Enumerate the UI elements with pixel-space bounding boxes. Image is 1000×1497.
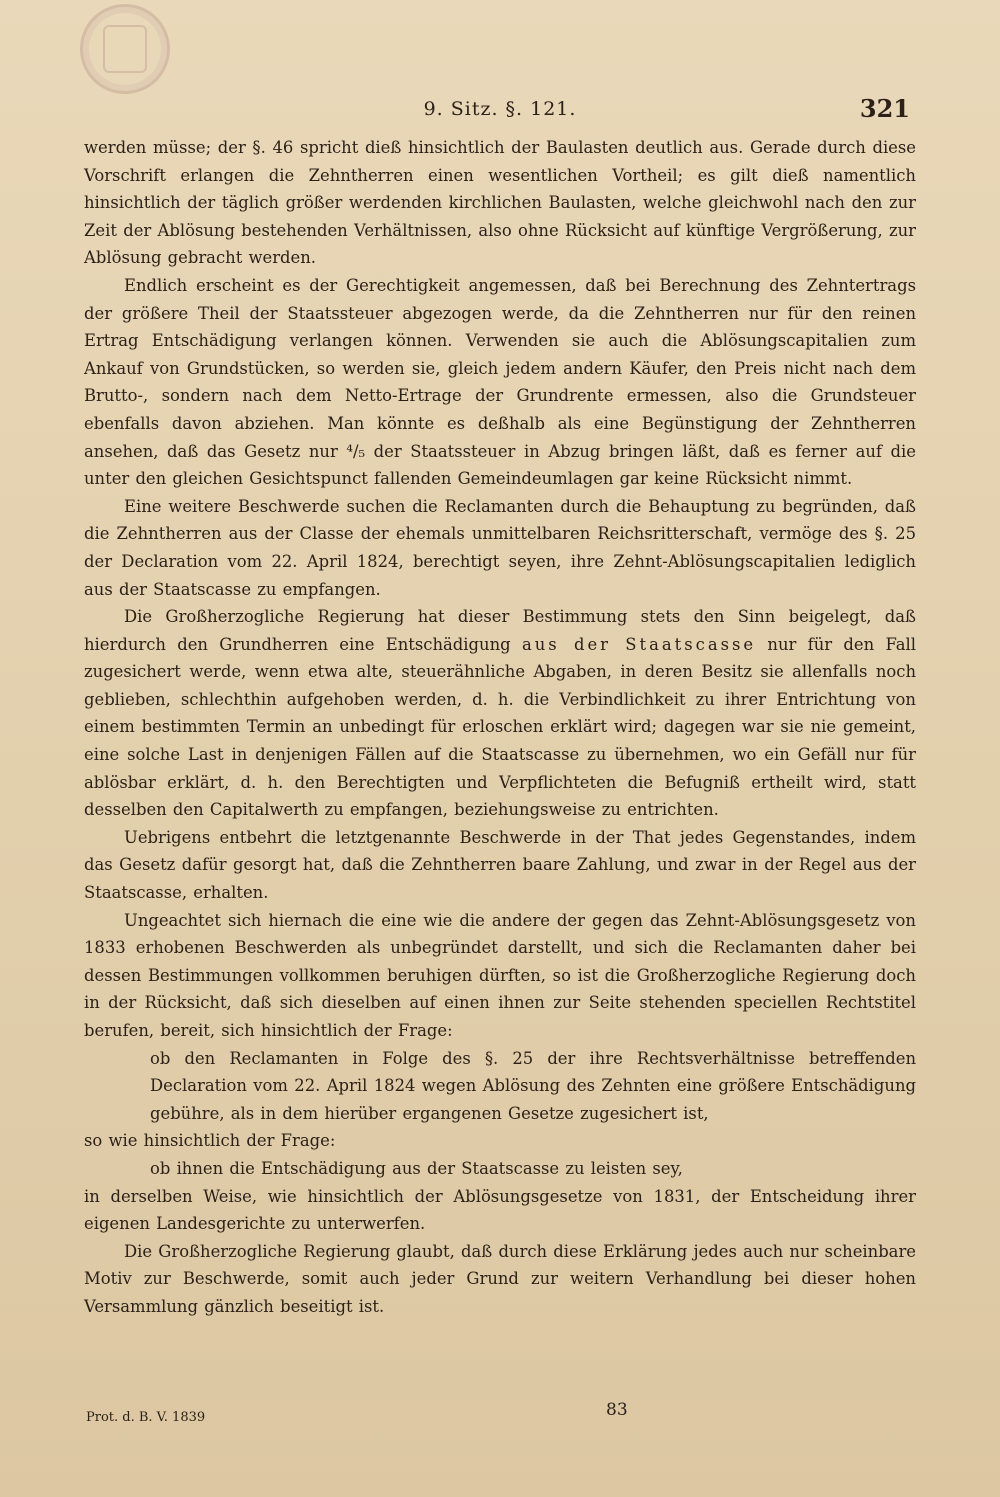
paragraph bbox=[84, 603, 916, 824]
paragraph: Ungeachtet sich hiernach die eine wie die andere der gegen das Zehnt-Ablösungsgesetz von 1833 erhobenen Beschwerden als unbegründet darstellt, und sich die Reclamanten daher bei dessen Bestimmungen vollkommen beruhigen dürften, so ist die Großherzogliche Regierung doch in der Rücksicht, daß sich dieselben auf einen ihnen zur Seite stehenden speciellen Rechtstitel berufen, bereit, sich hinsichtlich der Frage: bbox=[84, 910, 916, 1040]
paragraph: so wie hinsichtlich der Frage: bbox=[84, 1131, 336, 1151]
paragraph: Endlich erscheint es der Gerechtigkeit angemessen, daß bei Berechnung des Zehntertrags der größere Theil der Staatssteuer abgezogen werde, da die Zehntherren nur für den reinen Ertrag Entschädigung verlangen können. Verwenden sie auch die Ablösungscapitalien zum Ankauf von Grundstücken, so werden sie, gleich jedem andern Käufer, den Preis nicht nach dem Brutto-, sondern nach dem Netto-Ertrage der Grundrente ermessen, also die Grundsteuer ebenfalls davon abziehen. Man könnte es deßhalb als eine Begünstigung der Zehntherren ansehen, daß das Gesetz nur ⁴/₅ der Staatssteuer in Abzug bringen läßt, daß es ferner auf die unter den gleichen Gesichtspunct fallenden Gemeindeumlagen gar keine Rücksicht nimmt. bbox=[84, 275, 916, 489]
running-head: 9. Sitz. §. 121. bbox=[423, 98, 577, 120]
paragraph-text: Die Großherzogliche Regierung hat dieser Bestimmung stets den Sinn beigelegt, daß hierdurch den Grundherren eine Entschädigung bbox=[84, 607, 916, 654]
paragraph: Eine weitere Beschwerde suchen die Reclamanten durch die Behauptung zu begründen, daß die Zehntherren aus der Classe der ehemals unmittelbaren Reichsritterschaft, vermöge des §. 25 der Declaration vom 22. April 1824, berechtigt seyen, ihre Zehnt-Ablösungscapitalien lediglich aus der Staatscasse zu empfangen. bbox=[84, 496, 916, 599]
library-stamp bbox=[80, 4, 170, 94]
paragraph: werden müsse; der §. 46 spricht dieß hinsichtlich der Baulasten deutlich aus. Gerade durch diese Vorschrift erlangen die Zehntherren einen wesentlichen Vortheil; es gilt dieß namentlich hinsichtlich der täglich größer werdenden kirchlichen Baulasten, welche gleichwohl nach den zur Zeit der Ablösung bestehenden Verhältnissen, also ohne Rücksicht auf künftige Vergrößerung, zur Ablösung gebracht werden. bbox=[84, 138, 916, 268]
page-header bbox=[84, 94, 916, 134]
paragraph: Die Großherzogliche Regierung glaubt, daß durch diese Erklärung jedes auch nur scheinbare Motiv zur Beschwerde, somit auch jeder Grund zur weitern Verhandlung bei dieser hohen Versammlung gänzlich beseitigt ist. bbox=[84, 1241, 916, 1316]
paragraph: Uebrigens entbehrt die letztgenannte Beschwerde in der That jedes Gegenstandes, indem das Gesetz dafür gesorgt hat, daß die Zehntherren baare Zahlung, und zwar in der Regel aus der Staatscasse, erhalten. bbox=[84, 827, 916, 903]
paragraph-text: nur für den Fall zugesichert werde, wenn etwa alte, steuerähnliche Abgaben, in deren Besitz sie allenfalls noch geblieben, schlechthin aufgehoben werden, d. h. die Verbindlichkeit zu ihrer Entrichtung von einem bestimmten Termin an unbedingt für erloschen erklärt wird; dagegen war sie nie gemeint, eine solche Last in denjenigen Fällen auf die Staatscasse zu übernehmen, wo ein Gefäll nur für ablösbar erklärt, d. h. den Berechtigten und Verpflichteten die Befugniß ertheilt wird, statt desselben den Capitalwerth zu empfangen, beziehungsweise zu entrichten. bbox=[84, 634, 916, 820]
quoted-question: ob den Reclamanten in Folge des §. 25 der ihre Rechtsverhältnisse betreffenden Declaration vom 22. April 1824 wegen Ablösung des Zehnten eine größere Entschädigung gebühre, als in dem hierüber ergangenen Gesetze zugesichert ist, bbox=[150, 1048, 916, 1123]
emphasized-text: aus der Staatscasse bbox=[521, 634, 757, 654]
signature-left: Prot. d. B. V. 1839 bbox=[86, 1410, 206, 1425]
paragraph: in derselben Weise, wie hinsichtlich der Ablösungsgesetze von 1831, der Entscheidung ihrer eigenen Landesgerichte zu unterwerfen. bbox=[84, 1186, 916, 1234]
quoted-question: ob ihnen die Entschädigung aus der Staatscasse zu leisten sey, bbox=[150, 1158, 683, 1178]
page-number: 321 bbox=[859, 94, 910, 123]
stamp-monogram bbox=[103, 25, 147, 73]
signature-mark: 83 bbox=[606, 1400, 628, 1420]
page-footer bbox=[0, 1400, 1000, 1430]
body-text bbox=[84, 134, 916, 1321]
